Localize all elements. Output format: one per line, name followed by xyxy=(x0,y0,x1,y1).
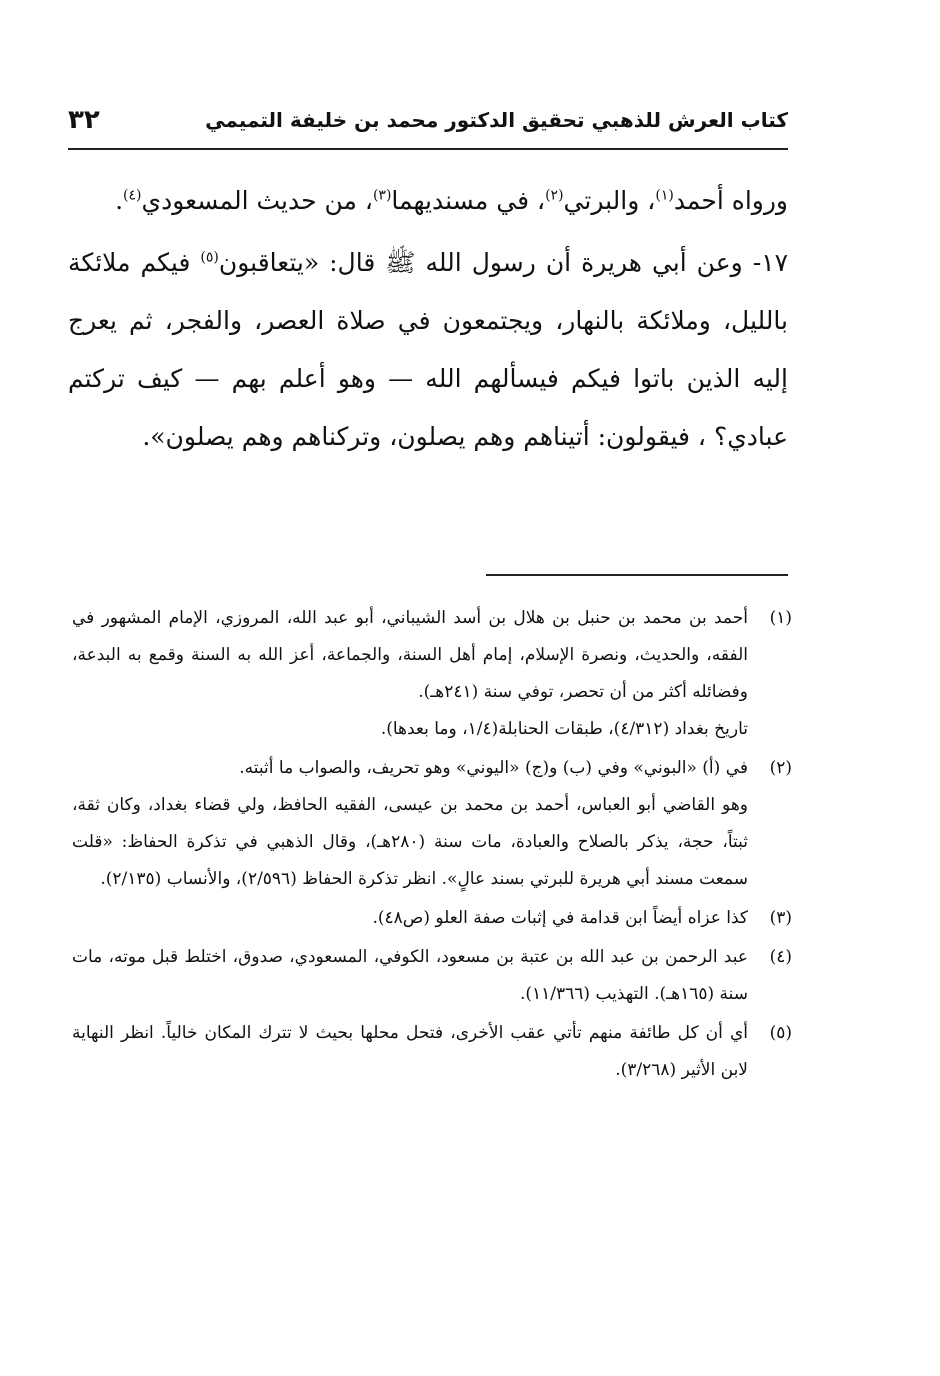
page-number: ٣٢ xyxy=(68,105,100,135)
footnote-body: عبد الرحمن بن عبد الله بن عتبة بن مسعود، الكوفي، المسعودي، صدوق، اختلط قبل موته، مات سنة (١٦٥هـ). التهذيب (١١/٣٦٦). xyxy=(72,947,748,1004)
footnote-ref: (٤) xyxy=(123,187,142,204)
footnote-ref: (١) xyxy=(655,187,674,204)
footnote-separator xyxy=(486,574,788,576)
footnote-5 xyxy=(72,1015,792,1089)
footnote-3 xyxy=(72,900,792,937)
footnote-marker: (٥) xyxy=(769,1023,792,1043)
footnote-body: أي أن كل طائفة منهم تأتي عقب الأخرى، فتحل محلها بحيث لا تترك المكان خالياً. انظر النهاية لابن الأثير (٣/٢٦٨). xyxy=(72,1023,748,1080)
footnote-marker: (١) xyxy=(769,608,792,628)
footnotes xyxy=(72,600,792,1091)
footnote-marker: (٢) xyxy=(769,758,792,778)
footnote-ref: (٥) xyxy=(200,249,219,266)
footnote-4 xyxy=(72,939,792,1013)
footnote-2 xyxy=(72,750,792,898)
header-rule xyxy=(68,148,788,150)
main-text xyxy=(68,172,788,470)
footnote-marker: (٤) xyxy=(769,947,792,967)
footnote-ref: (٣) xyxy=(372,187,392,204)
page-header xyxy=(68,98,788,142)
paragraph-narration: ورواه أحمد$^{(١)}$، والبرتي$^{(٢)}$، في مسنديهما$^{(٣)}$، من حديث المسعودي$^{(٤)}$. xyxy=(115,186,788,215)
footnote-body: في (أ) «البوني» وفي (ب) و(ج) «اليوني» وهو تحريف، والصواب ما أثبته. وهو القاضي أبو العباس، أحمد بن محمد بن عيسى، الفقيه الحافظ، ولي قضاء بغداد، وكان ثقة، ثبتاً، حجة، يذكر بالصلاح والعبادة، مات سنة (٢٨٠هـ)، وقال الذهبي في تذكرة الحفاظ: «قلت سمعت مسند أبي هريرة للبرتي بسند عالٍ». انظر تذكرة الحفاظ (٢/٥٩٦)، والأنساب (٢/١٣٥). xyxy=(72,758,748,889)
footnote-ref: (٢) xyxy=(545,187,564,204)
running-title: كتاب العرش للذهبي تحقيق الدكتور محمد بن خليفة التميمي xyxy=(205,108,788,132)
footnote-marker: (٣) xyxy=(769,908,792,928)
footnote-body: أحمد بن محمد بن حنبل بن هلال بن أسد الشيباني، أبو عبد الله، المروزي، الإمام المشهور في الفقه، والحديث، ونصرة الإسلام، إمام أهل السنة، والجماعة، أعز الله به السنة وقمع به البدعة، وفضائله أكثر من أن تحصر، توفي سنة (٢٤١هـ). تاريخ بغداد (٤/٣١٢)، طبقات الحنابلة(١/٤، وما بعدها). xyxy=(72,608,748,739)
paragraph-hadith-17: ١٧- وعن أبي هريرة أن رسول الله ﷺ قال: «يتعاقبون$^{(٥)}$ فيكم ملائكة بالليل، وملائكة بالنهار، ويجتمعون في صلاة العصر، والفجر، ثم يعرج إليه الذين باتوا فيكم فيسألهم الله — وهو أعلم بهم — كيف تركتم عبادي؟ ، فيقولون: أتيناهم وهم يصلون، وتركناهم وهم يصلون». xyxy=(68,248,789,451)
footnote-body: كذا عزاه أيضاً ابن قدامة في إثبات صفة العلو (ص٤٨). xyxy=(372,908,748,928)
footnote-1 xyxy=(72,600,792,748)
